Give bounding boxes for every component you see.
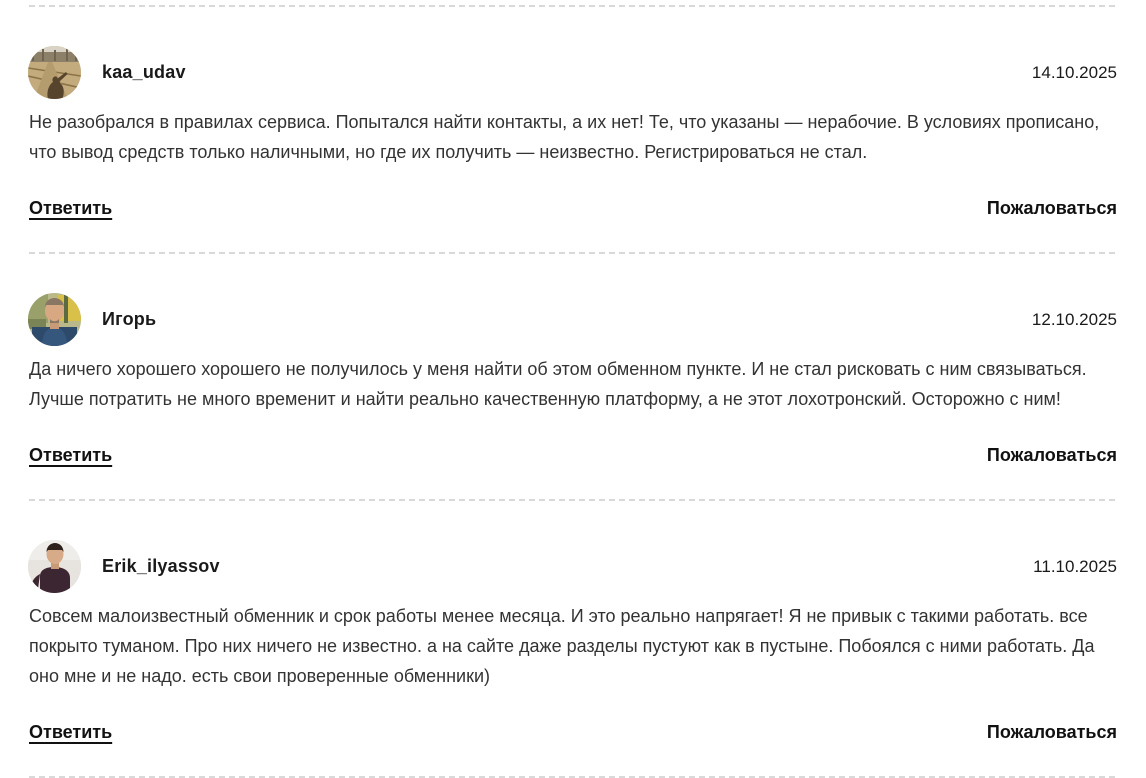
avatar	[28, 46, 81, 99]
man-photo-icon	[28, 293, 81, 346]
comment-date: 11.10.2025	[1033, 556, 1117, 576]
report-link[interactable]: Пожаловаться	[986, 445, 1117, 465]
report-link[interactable]: Пожаловаться	[986, 722, 1117, 742]
comment	[29, 7, 1117, 252]
comment	[29, 254, 1117, 499]
comment-author: Erik_ilyassov	[102, 556, 220, 576]
comment-header	[29, 46, 1117, 99]
comments-section	[0, 5, 1146, 778]
comment-actions	[29, 445, 1117, 466]
comment-text: Не разобрался в правилах сервиса. Попытался найти контакты, а их нет! Те, что указаны — нерабочие. В условиях прописано, что вывод средств только наличными, но где их получить — неизвестно. Регистрироваться не стал.	[29, 112, 1100, 162]
field-photo-icon	[28, 46, 81, 99]
comment-header	[29, 293, 1117, 346]
comment	[29, 501, 1117, 776]
reply-link[interactable]: Ответить	[29, 722, 113, 742]
comment-text: Да ничего хорошего хорошего не получилось у меня найти об этом обменном пункте. И не стал рисковать с ним связываться. Лучше потратить не много временит и найти реально качественную платформу, а не этот лохотронский. Осторожно с ним!	[29, 359, 1087, 409]
reply-link[interactable]: Ответить	[29, 198, 113, 218]
comment-actions	[29, 198, 1117, 219]
comment-author: kaa_udav	[102, 62, 186, 82]
comment-actions	[29, 722, 1117, 743]
avatar	[28, 540, 81, 593]
young-man-photo-icon	[28, 540, 81, 593]
comment-header	[29, 540, 1117, 593]
comment-text: Совсем малоизвестный обменник и срок работы менее месяца. И это реально напрягает! Я не привык с такими работать. все покрыто туманом. Про них ничего не известно. а на сайте даже разделы пустуют как в пустыне. Побоялся с ними работать. Да оно мне и не надо. есть свои проверенные обменники)	[29, 606, 1095, 686]
reply-link[interactable]: Ответить	[29, 445, 113, 465]
comment-date: 12.10.2025	[1031, 309, 1117, 329]
avatar	[28, 293, 81, 346]
report-link[interactable]: Пожаловаться	[986, 198, 1117, 218]
comment-author: Игорь	[102, 309, 157, 329]
comment-date: 14.10.2025	[1031, 62, 1117, 82]
